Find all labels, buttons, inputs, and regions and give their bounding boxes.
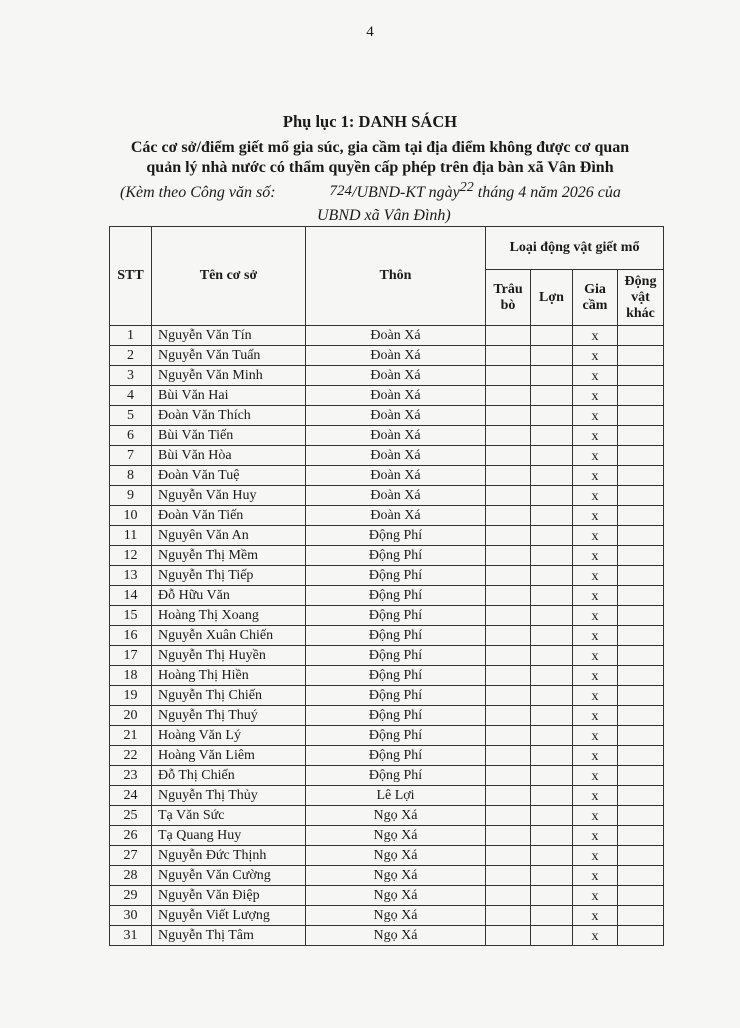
name-cell: Bùi Văn Hai [152, 386, 306, 406]
lon-cell [531, 926, 573, 946]
name-cell: Bùi Văn Hòa [152, 446, 306, 466]
table-row [110, 706, 664, 726]
stt-cell: 19 [110, 686, 152, 706]
trau-bo-cell [486, 806, 531, 826]
lon-cell [531, 406, 573, 426]
dong-vat-khac-cell [618, 766, 664, 786]
header-lon: Lợn [531, 270, 573, 326]
trau-bo-cell [486, 506, 531, 526]
lon-cell [531, 666, 573, 686]
name-cell: Hoàng Thị Xoang [152, 606, 306, 626]
thon-cell: Đoàn Xá [306, 346, 486, 366]
stt-cell: 24 [110, 786, 152, 806]
table-row [110, 626, 664, 646]
table-row [110, 926, 664, 946]
dong-vat-khac-cell [618, 686, 664, 706]
lon-cell [531, 606, 573, 626]
trau-bo-cell [486, 666, 531, 686]
lon-cell [531, 886, 573, 906]
stt-cell: 28 [110, 866, 152, 886]
dong-vat-khac-cell [618, 486, 664, 506]
table-row [110, 886, 664, 906]
header-gia-cam-label: Gia cầm [582, 281, 608, 313]
stt-cell: 15 [110, 606, 152, 626]
trau-bo-cell [486, 746, 531, 766]
gia-cam-cell: x [573, 566, 618, 586]
lon-cell [531, 566, 573, 586]
dong-vat-khac-cell [618, 846, 664, 866]
gia-cam-cell: x [573, 746, 618, 766]
thon-cell: Lê Lợi [306, 786, 486, 806]
trau-bo-cell [486, 586, 531, 606]
lon-cell [531, 906, 573, 926]
subtitle-line-2: quản lý nhà nước có thẩm quyền cấp phép trên địa bàn xã Vân Đình [146, 159, 614, 176]
name-cell: Hoàng Văn Lý [152, 726, 306, 746]
header-thon: Thôn [306, 227, 486, 326]
thon-cell: Động Phí [306, 706, 486, 726]
stt-cell: 25 [110, 806, 152, 826]
name-cell: Nguyễn Văn Minh [152, 366, 306, 386]
name-cell: Nguyễn Văn Tín [152, 326, 306, 346]
lon-cell [531, 826, 573, 846]
stt-cell: 5 [110, 406, 152, 426]
gia-cam-cell: x [573, 826, 618, 846]
gia-cam-cell: x [573, 726, 618, 746]
lon-cell [531, 446, 573, 466]
table-row [110, 846, 664, 866]
gia-cam-cell: x [573, 326, 618, 346]
stt-cell: 13 [110, 566, 152, 586]
ref-day: 22 [459, 180, 474, 195]
header-dong-vat-khac-label: Động vật khác [624, 273, 657, 321]
table-row [110, 906, 664, 926]
header-name: Tên cơ sở [152, 227, 306, 326]
table-row [110, 486, 664, 506]
lon-cell [531, 486, 573, 506]
lon-cell [531, 346, 573, 366]
name-cell: Nguyên Văn An [152, 526, 306, 546]
thon-cell: Động Phí [306, 606, 486, 626]
stt-cell: 1 [110, 326, 152, 346]
thon-cell: Động Phí [306, 666, 486, 686]
dong-vat-khac-cell [618, 746, 664, 766]
table-row [110, 426, 664, 446]
lon-cell [531, 766, 573, 786]
slaughter-list-table [109, 226, 664, 946]
table-row [110, 546, 664, 566]
name-cell: Nguyễn Thị Mềm [152, 546, 306, 566]
gia-cam-cell: x [573, 906, 618, 926]
stt-cell: 23 [110, 766, 152, 786]
table-row [110, 466, 664, 486]
header-gia-cam [573, 270, 618, 326]
trau-bo-cell [486, 826, 531, 846]
name-cell: Đỗ Hữu Văn [152, 586, 306, 606]
thon-cell: Ngọ Xá [306, 906, 486, 926]
trau-bo-cell [486, 426, 531, 446]
gia-cam-cell: x [573, 426, 618, 446]
thon-cell: Động Phí [306, 646, 486, 666]
trau-bo-cell [486, 346, 531, 366]
gia-cam-cell: x [573, 886, 618, 906]
trau-bo-cell [486, 906, 531, 926]
table-row [110, 646, 664, 666]
name-cell: Nguyễn Đức Thịnh [152, 846, 306, 866]
table-row [110, 786, 664, 806]
stt-cell: 16 [110, 626, 152, 646]
dong-vat-khac-cell [618, 566, 664, 586]
thon-cell: Ngọ Xá [306, 926, 486, 946]
thon-cell: Động Phí [306, 746, 486, 766]
gia-cam-cell: x [573, 366, 618, 386]
trau-bo-cell [486, 326, 531, 346]
lon-cell [531, 386, 573, 406]
thon-cell: Động Phí [306, 586, 486, 606]
name-cell: Nguyễn Văn Tuấn [152, 346, 306, 366]
thon-cell: Đoàn Xá [306, 486, 486, 506]
lon-cell [531, 366, 573, 386]
thon-cell: Đoàn Xá [306, 506, 486, 526]
stt-cell: 12 [110, 546, 152, 566]
table-row [110, 606, 664, 626]
thon-cell: Đoàn Xá [306, 326, 486, 346]
stt-cell: 2 [110, 346, 152, 366]
dong-vat-khac-cell [618, 886, 664, 906]
trau-bo-cell [486, 786, 531, 806]
dong-vat-khac-cell [618, 706, 664, 726]
stt-cell: 30 [110, 906, 152, 926]
gia-cam-cell: x [573, 486, 618, 506]
thon-cell: Động Phí [306, 726, 486, 746]
thon-cell: Ngọ Xá [306, 806, 486, 826]
trau-bo-cell [486, 386, 531, 406]
name-cell: Tạ Văn Sức [152, 806, 306, 826]
trau-bo-cell [486, 886, 531, 906]
table-row [110, 566, 664, 586]
stt-cell: 9 [110, 486, 152, 506]
ref-number: 724 [329, 183, 353, 199]
table-row [110, 346, 664, 366]
header-trau-bo [486, 270, 531, 326]
stt-cell: 14 [110, 586, 152, 606]
gia-cam-cell: x [573, 626, 618, 646]
document-title: Phụ lục 1: DANH SÁCH [282, 112, 458, 131]
header-stt: STT [110, 227, 152, 326]
table-row [110, 526, 664, 546]
gia-cam-cell: x [573, 926, 618, 946]
gia-cam-cell: x [573, 706, 618, 726]
table-row [110, 406, 664, 426]
ref-middle: /UBND-KT ngày [352, 184, 460, 201]
name-cell: Đoàn Văn Thích [152, 406, 306, 426]
stt-cell: 6 [110, 426, 152, 446]
name-cell: Nguyễn Thị Tâm [152, 926, 306, 946]
table-row [110, 766, 664, 786]
dong-vat-khac-cell [618, 326, 664, 346]
thon-cell: Ngọ Xá [306, 866, 486, 886]
gia-cam-cell: x [573, 786, 618, 806]
thon-cell: Động Phí [306, 766, 486, 786]
gia-cam-cell: x [573, 346, 618, 366]
table-row [110, 806, 664, 826]
table-body [110, 326, 664, 946]
trau-bo-cell [486, 866, 531, 886]
dong-vat-khac-cell [618, 826, 664, 846]
ref-line-2: UBND xã Vân Đình) [317, 207, 451, 224]
thon-cell: Động Phí [306, 686, 486, 706]
thon-cell: Động Phí [306, 546, 486, 566]
dong-vat-khac-cell [618, 866, 664, 886]
dong-vat-khac-cell [618, 646, 664, 666]
trau-bo-cell [486, 766, 531, 786]
dong-vat-khac-cell [618, 506, 664, 526]
document-reference [120, 182, 680, 227]
lon-cell [531, 746, 573, 766]
header-animal-group: Loại động vật giết mổ [486, 227, 664, 270]
stt-cell: 31 [110, 926, 152, 946]
dong-vat-khac-cell [618, 366, 664, 386]
name-cell: Nguyễn Thị Tiếp [152, 566, 306, 586]
stt-cell: 10 [110, 506, 152, 526]
stt-cell: 22 [110, 746, 152, 766]
lon-cell [531, 586, 573, 606]
lon-cell [531, 646, 573, 666]
trau-bo-cell [486, 626, 531, 646]
dong-vat-khac-cell [618, 806, 664, 826]
header-dong-vat-khac [618, 270, 664, 326]
lon-cell [531, 806, 573, 826]
name-cell: Nguyễn Thị Thủy [152, 786, 306, 806]
trau-bo-cell [486, 606, 531, 626]
gia-cam-cell: x [573, 866, 618, 886]
trau-bo-cell [486, 546, 531, 566]
ref-suffix: tháng 4 năm 2026 của [477, 184, 621, 201]
table-row [110, 746, 664, 766]
gia-cam-cell: x [573, 586, 618, 606]
lon-cell [531, 866, 573, 886]
document-subtitle [110, 138, 650, 178]
table-row [110, 826, 664, 846]
table-row [110, 386, 664, 406]
trau-bo-cell [486, 366, 531, 386]
name-cell: Nguyễn Văn Cường [152, 866, 306, 886]
gia-cam-cell: x [573, 846, 618, 866]
stt-cell: 18 [110, 666, 152, 686]
table-row [110, 446, 664, 466]
table-row [110, 666, 664, 686]
gia-cam-cell: x [573, 386, 618, 406]
thon-cell: Đoàn Xá [306, 426, 486, 446]
dong-vat-khac-cell [618, 546, 664, 566]
dong-vat-khac-cell [618, 906, 664, 926]
stt-cell: 4 [110, 386, 152, 406]
dong-vat-khac-cell [618, 726, 664, 746]
thon-cell: Đoàn Xá [306, 386, 486, 406]
name-cell: Hoàng Thị Hiền [152, 666, 306, 686]
lon-cell [531, 506, 573, 526]
stt-cell: 27 [110, 846, 152, 866]
stt-cell: 29 [110, 886, 152, 906]
table-row [110, 506, 664, 526]
gia-cam-cell: x [573, 766, 618, 786]
thon-cell: Đoàn Xá [306, 466, 486, 486]
trau-bo-cell [486, 646, 531, 666]
dong-vat-khac-cell [618, 406, 664, 426]
lon-cell [531, 526, 573, 546]
gia-cam-cell: x [573, 526, 618, 546]
dong-vat-khac-cell [618, 526, 664, 546]
lon-cell [531, 706, 573, 726]
lon-cell [531, 466, 573, 486]
lon-cell [531, 686, 573, 706]
trau-bo-cell [486, 406, 531, 426]
gia-cam-cell: x [573, 466, 618, 486]
table-row [110, 866, 664, 886]
dong-vat-khac-cell [618, 426, 664, 446]
dong-vat-khac-cell [618, 926, 664, 946]
dong-vat-khac-cell [618, 626, 664, 646]
gia-cam-cell: x [573, 666, 618, 686]
page-number: 4 [366, 24, 374, 40]
trau-bo-cell [486, 526, 531, 546]
subtitle-line-1: Các cơ sở/điểm giết mổ gia súc, gia cầm tại địa điểm không được cơ quan [130, 139, 630, 156]
gia-cam-cell: x [573, 506, 618, 526]
trau-bo-cell [486, 446, 531, 466]
name-cell: Nguyễn Văn Huy [152, 486, 306, 506]
lon-cell [531, 846, 573, 866]
table-row [110, 326, 664, 346]
trau-bo-cell [486, 686, 531, 706]
trau-bo-cell [486, 706, 531, 726]
name-cell: Bùi Văn Tiến [152, 426, 306, 446]
thon-cell: Đoàn Xá [306, 446, 486, 466]
name-cell: Đỗ Thị Chiến [152, 766, 306, 786]
trau-bo-cell [486, 466, 531, 486]
lon-cell [531, 326, 573, 346]
gia-cam-cell: x [573, 646, 618, 666]
dong-vat-khac-cell [618, 786, 664, 806]
thon-cell: Đoàn Xá [306, 366, 486, 386]
name-cell: Nguyễn Xuân Chiến [152, 626, 306, 646]
gia-cam-cell: x [573, 806, 618, 826]
gia-cam-cell: x [573, 406, 618, 426]
stt-cell: 26 [110, 826, 152, 846]
trau-bo-cell [486, 926, 531, 946]
name-cell: Nguyễn Viết Lượng [152, 906, 306, 926]
stt-cell: 17 [110, 646, 152, 666]
table-row [110, 726, 664, 746]
ref-prefix: (Kèm theo Công văn số: [120, 184, 276, 201]
table-row [110, 686, 664, 706]
stt-cell: 11 [110, 526, 152, 546]
name-cell: Nguyễn Thị Thuý [152, 706, 306, 726]
lon-cell [531, 726, 573, 746]
trau-bo-cell [486, 846, 531, 866]
name-cell: Nguyễn Thị Chiến [152, 686, 306, 706]
lon-cell [531, 786, 573, 806]
gia-cam-cell: x [573, 546, 618, 566]
thon-cell: Động Phí [306, 626, 486, 646]
stt-cell: 21 [110, 726, 152, 746]
lon-cell [531, 426, 573, 446]
name-cell: Nguyễn Thị Huyền [152, 646, 306, 666]
name-cell: Nguyễn Văn Điệp [152, 886, 306, 906]
header-trau-bo-label: Trâu bò [493, 281, 523, 313]
trau-bo-cell [486, 486, 531, 506]
dong-vat-khac-cell [618, 466, 664, 486]
trau-bo-cell [486, 566, 531, 586]
dong-vat-khac-cell [618, 606, 664, 626]
gia-cam-cell: x [573, 446, 618, 466]
gia-cam-cell: x [573, 686, 618, 706]
dong-vat-khac-cell [618, 586, 664, 606]
stt-cell: 20 [110, 706, 152, 726]
dong-vat-khac-cell [618, 386, 664, 406]
stt-cell: 8 [110, 466, 152, 486]
thon-cell: Đoàn Xá [306, 406, 486, 426]
stt-cell: 7 [110, 446, 152, 466]
trau-bo-cell [486, 726, 531, 746]
dong-vat-khac-cell [618, 446, 664, 466]
name-cell: Hoàng Văn Liêm [152, 746, 306, 766]
thon-cell: Ngọ Xá [306, 846, 486, 866]
table-row [110, 366, 664, 386]
name-cell: Đoàn Văn Tiến [152, 506, 306, 526]
dong-vat-khac-cell [618, 346, 664, 366]
thon-cell: Động Phí [306, 526, 486, 546]
gia-cam-cell: x [573, 606, 618, 626]
lon-cell [531, 546, 573, 566]
thon-cell: Ngọ Xá [306, 826, 486, 846]
lon-cell [531, 626, 573, 646]
thon-cell: Động Phí [306, 566, 486, 586]
name-cell: Tạ Quang Huy [152, 826, 306, 846]
dong-vat-khac-cell [618, 666, 664, 686]
thon-cell: Ngọ Xá [306, 886, 486, 906]
table-row [110, 586, 664, 606]
name-cell: Đoàn Văn Tuệ [152, 466, 306, 486]
stt-cell: 3 [110, 366, 152, 386]
